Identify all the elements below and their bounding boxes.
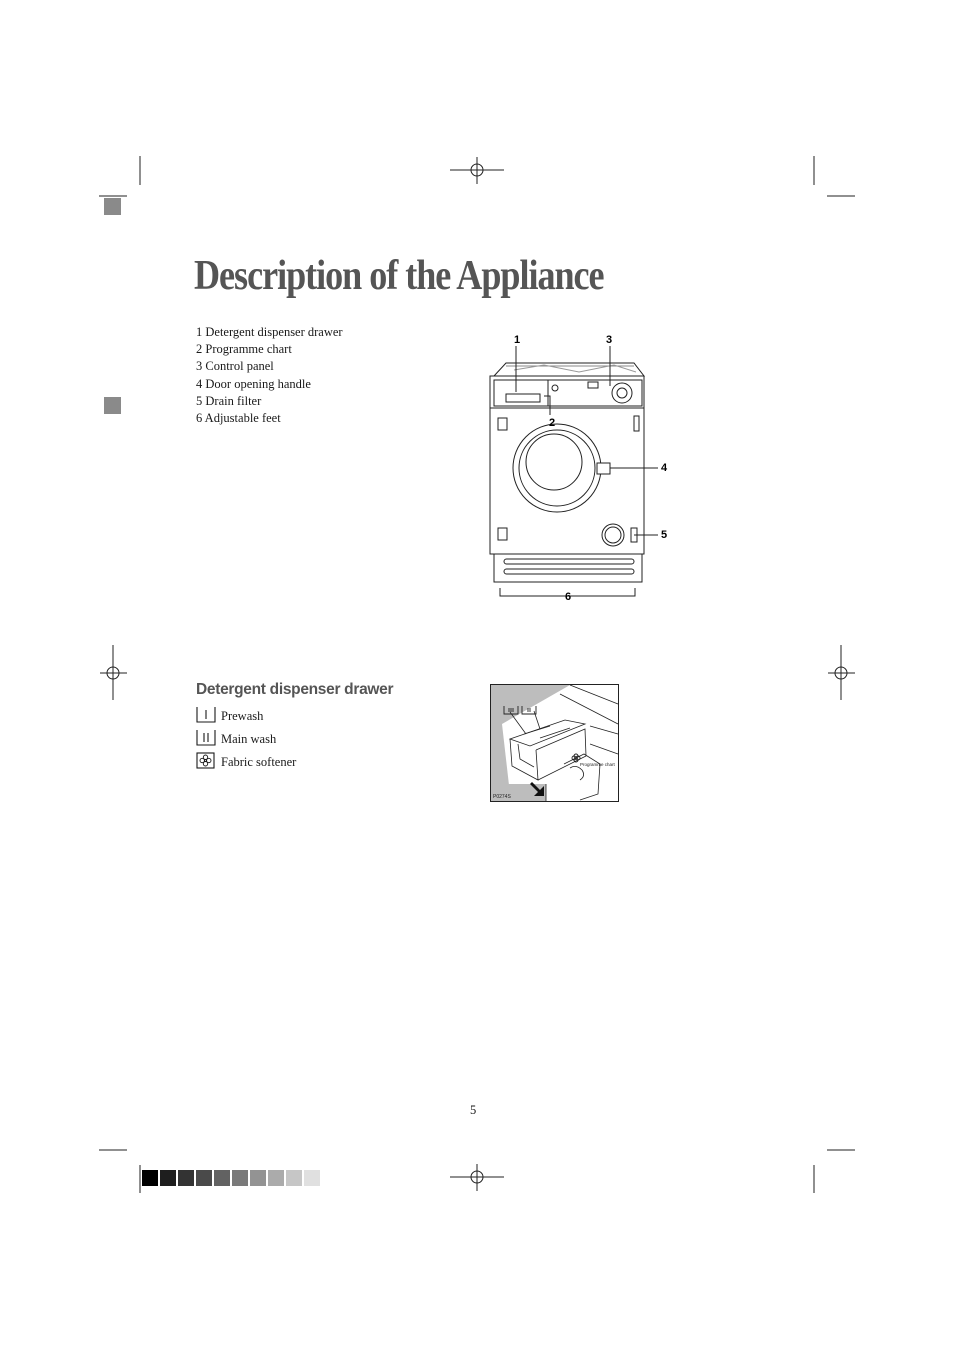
washing-machine-diagram [484, 330, 684, 610]
callout-2: 2 [549, 417, 556, 429]
callout-1: 1 [514, 334, 521, 346]
drawer-caption: Programme chart [580, 762, 615, 767]
page-number: 5 [470, 1103, 477, 1117]
section-marker [104, 397, 121, 414]
list-item: 5 Drain filter [196, 393, 262, 408]
callout-5: 5 [661, 529, 668, 541]
parts-list [196, 324, 343, 427]
callout-4: 4 [661, 462, 668, 474]
prewash-icon [196, 706, 216, 724]
list-item: 1 Detergent dispenser drawer [196, 325, 343, 339]
legend-label: Prewash [221, 709, 264, 723]
callout-3: 3 [606, 334, 613, 346]
section-heading: Detergent dispenser drawer [196, 681, 394, 698]
section-marker [104, 198, 121, 215]
legend-label: Fabric softener [221, 755, 297, 769]
list-item: 2 Programme chart [196, 342, 292, 357]
callout-6: 6 [565, 591, 572, 603]
list-item: 4 Door opening handle [196, 376, 311, 391]
list-item: 3 Control panel [196, 359, 274, 374]
dispenser-drawer-illustration [490, 684, 620, 804]
drawer-code: P0274S [493, 794, 511, 800]
list-item: 6 Adjustable feet [196, 411, 281, 426]
page-title: Description of the Appliance [194, 253, 604, 299]
legend-label: Main wash [221, 732, 277, 746]
fabric-softener-icon [196, 752, 216, 770]
main-wash-icon [196, 729, 216, 747]
